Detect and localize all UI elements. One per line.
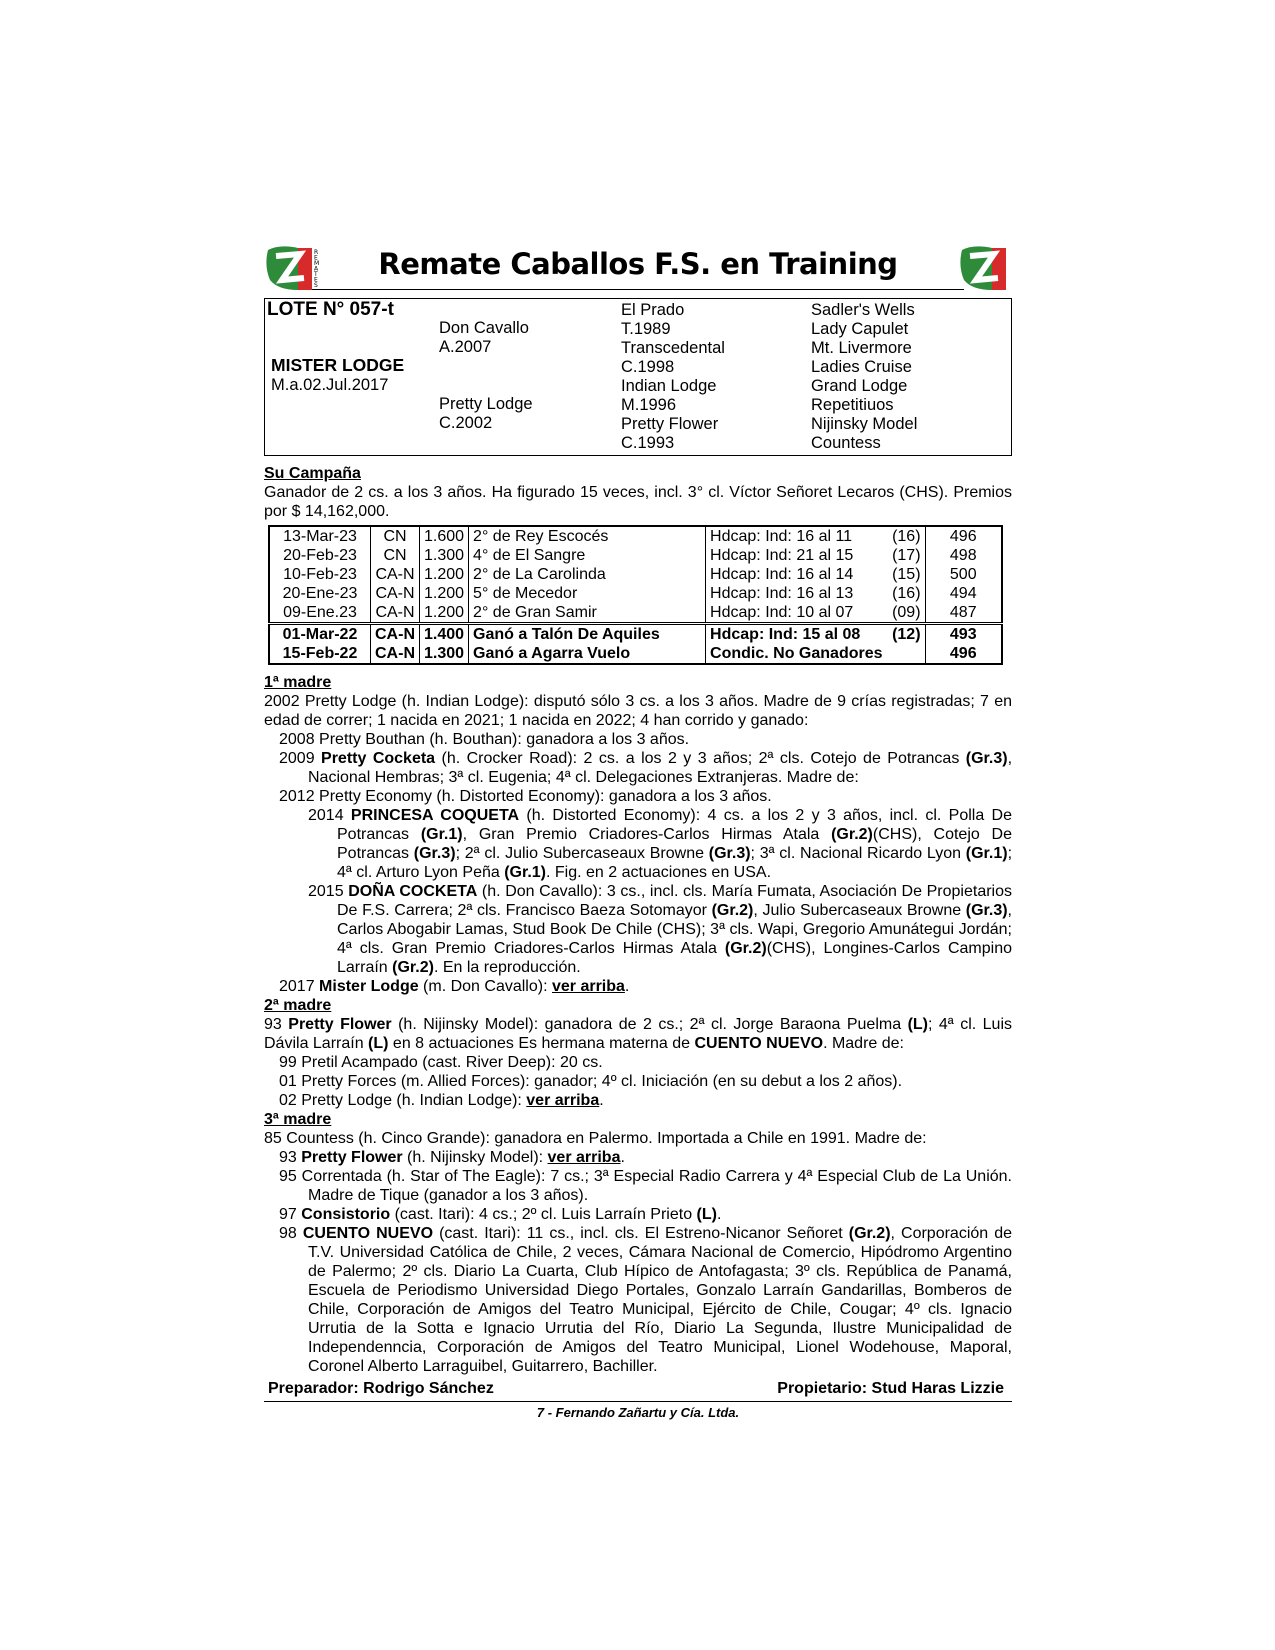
race-distance: 1.300 <box>420 546 469 565</box>
footer-line <box>264 1376 1012 1402</box>
title-underline <box>312 289 964 290</box>
lot-number: LOTE N° 057-t <box>267 299 394 320</box>
win-field <box>887 644 926 664</box>
win-weight: 493 <box>925 624 1002 645</box>
see-above-link: ver arriba <box>547 1149 621 1166</box>
see-above-link: ver arriba <box>526 1092 600 1109</box>
great-grandparent: Grand Lodge <box>811 377 908 395</box>
race-date: 13-Mar-23 <box>269 526 371 546</box>
race-distance: 1.600 <box>420 526 469 546</box>
see-above-link: ver arriba <box>551 978 625 995</box>
table-row <box>269 546 1002 565</box>
race-condition: Hdcap: Ind: 10 al 07 <box>706 603 887 624</box>
grandparent: Indian Lodge <box>621 377 717 395</box>
campaign-text: Ganador de 2 cs. a los 3 años. Ha figurado 15 veces, incl. 3° cl. Víctor Señoret Lecaros (CHS). Premios por $ 14,162,000. <box>264 484 1012 520</box>
race-weight: 498 <box>925 546 1002 565</box>
third-dam-heading: 3ª madre <box>264 1111 332 1128</box>
produce-entry: 2015 DOÑA COCKETA (h. Don Cavallo): 3 cs., incl. cls. María Fumata, Asociación De Propietarios De F.S. Carrera; 2ª cls. Francisco Baeza Sotomayor (Gr.2), Julio Subercaseaux Browne (Gr.3), Carlos Abogabir Lamas, Stud Book De Chile (CHS); 3ª cls. Wapi, Gregorio Amunátegui Jordán; 4ª cls. Gran Premio Criadores-Carlos Hirmas Atala (Gr.2)(CHS), Longines-Carlos Campino Larraín (Gr.2). En la reproducción. <box>308 883 1013 976</box>
race-date: 09-Ene.23 <box>269 603 371 624</box>
produce-entry: 02 Pretty Lodge (h. Indian Lodge): ver arriba. <box>279 1092 604 1109</box>
win-date: 01-Mar-22 <box>269 624 371 645</box>
produce-entry: 95 Correntada (h. Star of The Eagle): 7 cs.; 3ª Especial Radio Carrera y 4ª Especial Club de La Unión. Madre de Tique (ganador a los 3 años). <box>279 1168 1012 1204</box>
page-credit: 7 - Fernando Zañartu y Cía. Ltda. <box>536 1405 740 1420</box>
race-result: 5° de Mecedor <box>469 584 706 603</box>
race-result: 4° de El Sangre <box>469 546 706 565</box>
race-distance: 1.200 <box>420 603 469 624</box>
great-grandparent: Countess <box>811 434 881 452</box>
second-dam-heading: 2ª madre <box>264 997 332 1014</box>
race-weight: 494 <box>925 584 1002 603</box>
race-track: CN <box>371 546 420 565</box>
win-result: Ganó a Agarra Vuelo <box>469 644 706 664</box>
campaign-heading: Su Campaña <box>264 465 361 482</box>
race-track: CA-N <box>371 603 420 624</box>
table-row <box>269 526 1002 546</box>
race-condition: Hdcap: Ind: 16 al 13 <box>706 584 887 603</box>
win-result: Ganó a Talón De Aquiles <box>469 624 706 645</box>
remates-logo-icon <box>958 244 1012 292</box>
table-row <box>269 584 1002 603</box>
sire: Don Cavallo <box>439 319 529 337</box>
race-table <box>268 525 1003 665</box>
race-result: 2° de Gran Samir <box>469 603 706 624</box>
horse-name: MISTER LODGE <box>271 355 405 375</box>
race-field: (09) <box>887 603 926 624</box>
win-track: CA-N <box>371 644 420 664</box>
table-row <box>269 624 1002 645</box>
race-result: 2° de La Carolinda <box>469 565 706 584</box>
win-distance: 1.400 <box>420 624 469 645</box>
great-grandparent: Mt. Livermore <box>811 339 912 357</box>
logo-text: R E M A T E S <box>314 249 320 289</box>
great-grandparent: Repetitiuos <box>811 396 894 414</box>
grandparent: T.1989 <box>621 320 671 338</box>
race-condition: Hdcap: Ind: 16 al 11 <box>706 526 887 546</box>
race-track: CA-N <box>371 565 420 584</box>
trainer: Preparador: Rodrigo Sánchez <box>268 1380 494 1397</box>
win-date: 15-Feb-22 <box>269 644 371 664</box>
grandparent: Pretty Flower <box>621 415 719 433</box>
first-dam-heading: 1ª madre <box>264 674 332 691</box>
produce-entry: 2009 Pretty Cocketa (h. Crocker Road): 2 cs. a los 2 y 3 años; 2ª cls. Cotejo de Potrancas (Gr.3), Nacional Hembras; 3ª cl. Eugenia; 4ª cl. Delegaciones Extranjeras. Madre de: <box>279 750 1013 786</box>
win-distance: 1.300 <box>420 644 469 664</box>
race-distance: 1.200 <box>420 584 469 603</box>
great-grandparent: Lady Capulet <box>811 320 909 338</box>
race-track: CA-N <box>371 584 420 603</box>
produce-entry: 2017 Mister Lodge (m. Don Cavallo): ver arriba. <box>279 978 630 995</box>
race-date: 20-Feb-23 <box>269 546 371 565</box>
third-dam-intro: 85 Countess (h. Cinco Grande): ganadora en Palermo. Importada a Chile en 1991. Madre de: <box>264 1130 927 1147</box>
win-condition: Hdcap: Ind: 15 al 08 <box>706 624 887 645</box>
race-weight: 496 <box>925 526 1002 546</box>
owner: Propietario: Stud Haras Lizzie <box>777 1380 1004 1397</box>
race-condition: Hdcap: Ind: 21 al 15 <box>706 546 887 565</box>
race-result: 2° de Rey Escocés <box>469 526 706 546</box>
great-grandparent: Ladies Cruise <box>811 358 912 376</box>
win-condition: Condic. No Ganadores <box>706 644 887 664</box>
first-dam-intro: 2002 Pretty Lodge (h. Indian Lodge): disputó sólo 3 cs. a los 3 años. Madre de 9 crías registradas; 7 en edad de correr; 1 nacida en 2021; 1 nacida en 2022; 4 han corrido y ganado: <box>264 693 1012 729</box>
horse-info: M.a.02.Jul.2017 <box>271 376 389 394</box>
dam: Pretty Lodge <box>439 395 533 413</box>
produce-entry: 2012 Pretty Economy (h. Distorted Economy): ganadora a los 3 años. <box>279 788 772 805</box>
produce-entry: 97 Consistorio (cast. Itari): 4 cs.; 2º cl. Luis Larraín Prieto (L). <box>279 1206 722 1223</box>
race-weight: 487 <box>925 603 1002 624</box>
race-distance: 1.200 <box>420 565 469 584</box>
grandparent: M.1996 <box>621 396 677 414</box>
race-field: (16) <box>887 584 926 603</box>
table-row <box>269 565 1002 584</box>
produce-entry: 99 Pretil Acampado (cast. River Deep): 20 cs. <box>279 1054 603 1071</box>
race-field: (16) <box>887 526 926 546</box>
produce-entry: 93 Pretty Flower (h. Nijinsky Model): ver arriba. <box>279 1149 625 1166</box>
race-date: 10-Feb-23 <box>269 565 371 584</box>
race-date: 20-Ene-23 <box>269 584 371 603</box>
produce-entry: 01 Pretty Forces (m. Allied Forces): ganador; 4º cl. Iniciación (en su debut a los 2 años). <box>279 1073 903 1090</box>
grandparent: C.1998 <box>621 358 675 376</box>
table-row <box>269 644 1002 664</box>
table-row <box>269 603 1002 624</box>
race-weight: 500 <box>925 565 1002 584</box>
win-track: CA-N <box>371 624 420 645</box>
grandparent: El Prado <box>621 301 685 319</box>
produce-entry: 98 CUENTO NUEVO (cast. Itari): 11 cs., incl. cls. El Estreno-Nicanor Señoret (Gr.2), Corporación de T.V. Universidad Católica de Chile, 2 veces, Cámara Nacional de Comercio, Hipódromo Argentino de Palermo; 2º cls. Diario La Cuarta, Club Hípico de Antofagasta; 3º cls. República de Panamá, Escuela de Periodismo Universidad Diego Portales, Gonzalo Larraín Gandarillas, Bomberos de Chile, Corporación de Amigos del Teatro Municipal, Ejército de Chile, Cougar; 4º cls. Ignacio Urrutia de la Sotta e Ignacio Urrutia del Río, Diario La Segunda, Ilustre Municipalidad de Independenncia, Corporación de Amigos del Teatro Municipal, Lionel Wodehouse, Maporal, Coronel Alberto Larraguibel, Guitarrero, Bachiller. <box>279 1225 1012 1375</box>
win-weight: 496 <box>925 644 1002 664</box>
grandparent: Transcedental <box>621 339 725 357</box>
pedigree-box <box>264 298 1012 456</box>
win-field: (12) <box>887 624 926 645</box>
page-title: Remate Caballos F.S. en Training <box>378 247 898 281</box>
sire-info: A.2007 <box>439 338 492 356</box>
second-dam-intro: 93 Pretty Flower (h. Nijinsky Model): ganadora de 2 cs.; 2ª cl. Jorge Baraona Puelma (L); 4ª cl. Luis Dávila Larraín (L) en 8 actuaciones Es hermana materna de CUENTO NUEVO. Madre de: <box>264 1016 1012 1052</box>
dam-info: C.2002 <box>439 414 493 432</box>
grandparent: C.1993 <box>621 434 675 452</box>
great-grandparent: Nijinsky Model <box>811 415 918 433</box>
race-field: (15) <box>887 565 926 584</box>
produce-entry: 2014 PRINCESA COQUETA (h. Distorted Economy): 4 cs. a los 2 y 3 años, incl. cl. Polla De Potrancas (Gr.1), Gran Premio Criadores-Carlos Hirmas Atala (Gr.2)(CHS), Cotejo De Potrancas (Gr.3); 2ª cl. Julio Subercaseaux Browne (Gr.3); 3ª cl. Nacional Ricardo Lyon (Gr.1); 4ª cl. Arturo Lyon Peña (Gr.1). Fig. en 2 actuaciones en USA. <box>308 807 1013 881</box>
great-grandparent: Sadler's Wells <box>811 301 915 319</box>
race-field: (17) <box>887 546 926 565</box>
page-header <box>264 244 1012 292</box>
race-track: CN <box>371 526 420 546</box>
remates-logo-icon <box>264 244 318 292</box>
race-condition: Hdcap: Ind: 16 al 14 <box>706 565 887 584</box>
catalog-page <box>264 244 1012 1424</box>
produce-entry: 2008 Pretty Bouthan (h. Bouthan): ganadora a los 3 años. <box>279 731 690 748</box>
